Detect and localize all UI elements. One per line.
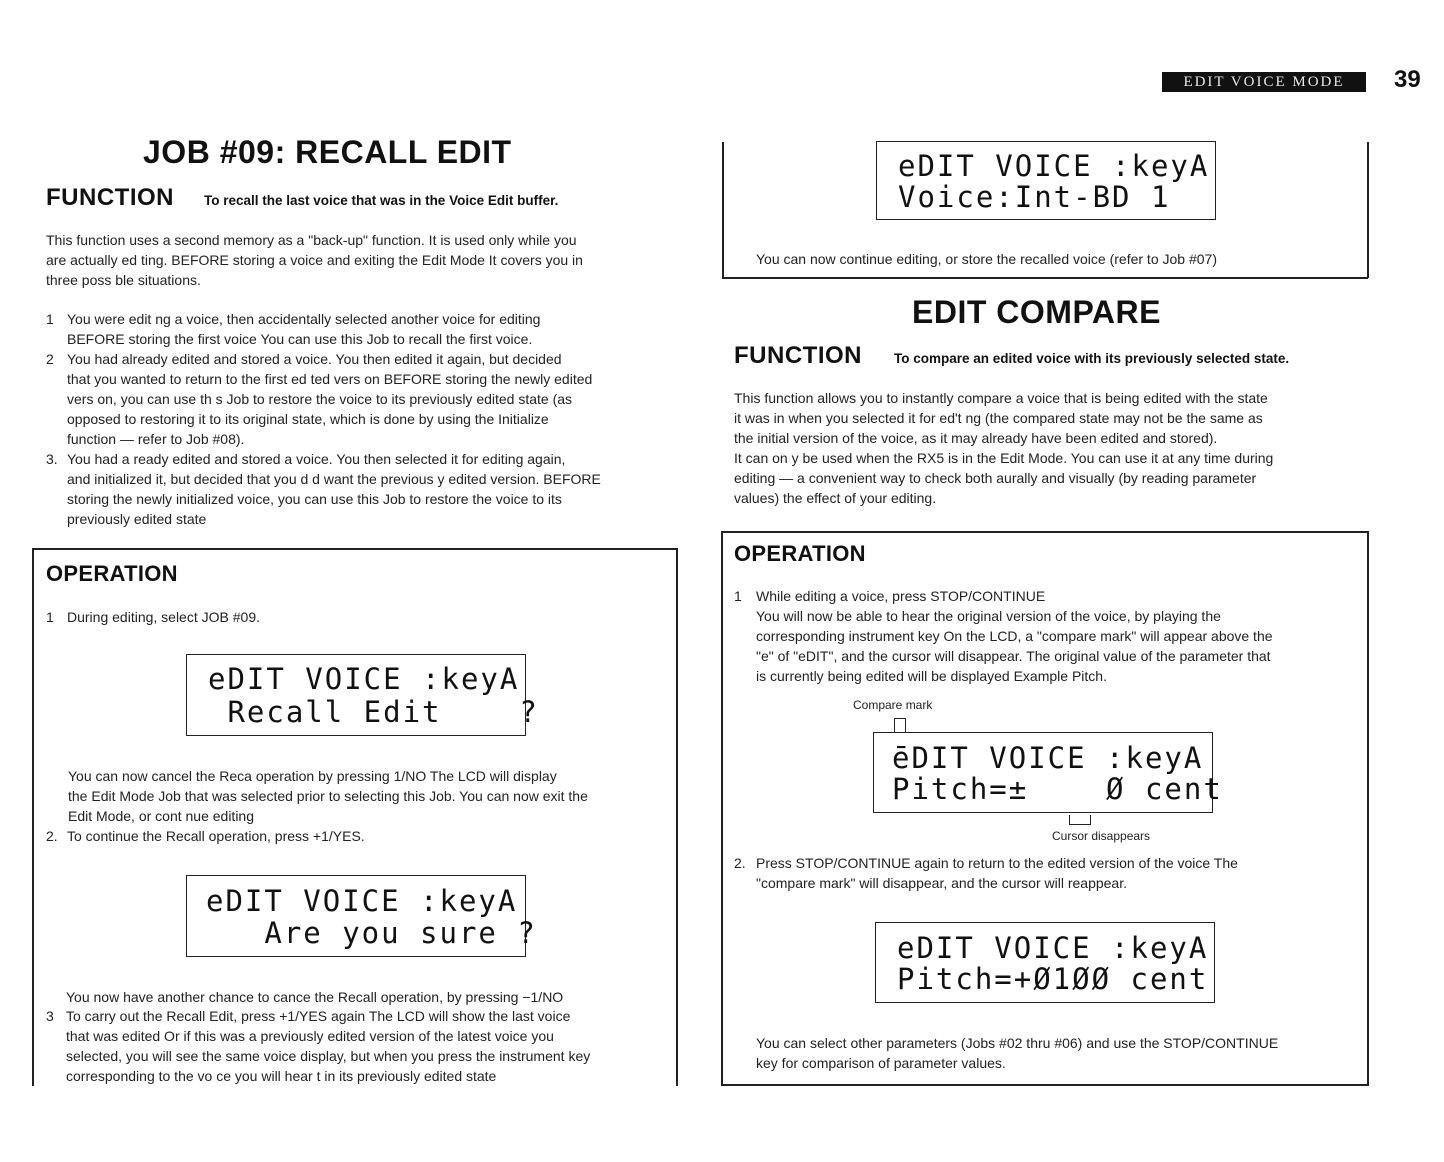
- text-line: three poss ble situations.: [46, 272, 201, 288]
- top-box-right-border: [1367, 142, 1369, 278]
- text-line: It can on y be used when the RX5 is in the Edit Mode. You can use it at any time during: [734, 450, 1274, 466]
- operation-box-bottom-border: [721, 1084, 1369, 1086]
- text-line: the initial version of the voice, as it may already have been edited and stored).: [734, 430, 1218, 446]
- operation-box-left-border: [32, 548, 34, 1086]
- text-line: corresponding instrument key On the LCD, a "compare mark" will appear above the: [756, 628, 1273, 644]
- step-note: [68, 766, 588, 826]
- text-line: values) the effect of your editing.: [734, 490, 937, 506]
- compare-mark-label: Compare mark: [853, 698, 933, 712]
- operation-box-left-border: [721, 531, 723, 1085]
- operation-box-right-border: [1367, 531, 1369, 1085]
- text-line: You had a ready edited and stored a voice. You then selected it for editing again,: [67, 451, 566, 467]
- function-description: To recall the last voice that was in the Voice Edit buffer.: [204, 193, 559, 208]
- lcd-display: [876, 141, 1216, 220]
- text-line: vers on, you can use th s Job to restore the voice to its previously edited state (as: [67, 391, 573, 407]
- text-line: Press STOP/CONTINUE again to return to the edited version of the voice The: [756, 855, 1238, 871]
- closing-note: [756, 1033, 1278, 1073]
- text-line: You can select other parameters (Jobs #02 thru #06) and use the STOP/CONTINUE: [756, 1035, 1279, 1051]
- top-note: [756, 249, 1217, 269]
- operation-step: [734, 586, 1273, 686]
- text-line: This function allows you to instantly compare a voice that is being edited with the state: [734, 390, 1268, 406]
- text-line: is currently being edited will be displayed Example Pitch.: [756, 668, 1107, 684]
- text-line: You had already edited and stored a voice. You then edited it again, but decided: [67, 351, 562, 367]
- text-line: "compare mark" will disappear, and the cursor will reappear.: [756, 875, 1127, 891]
- list-number: 3.: [46, 451, 58, 467]
- text-line: that you wanted to return to the first ed ted vers on BEFORE storing the newly edited: [67, 371, 593, 387]
- lcd-line-1: eDIT VOICE :keyA: [898, 149, 1210, 183]
- text-line: that was edited Or if this was a previously edited version of the latest voice you: [66, 1028, 554, 1044]
- text-line: corresponding to the vo ce you will hear t in its previously edited state: [66, 1068, 497, 1084]
- text-line: To continue the Recall operation, press +1/YES.: [67, 828, 365, 844]
- list-item: [46, 449, 601, 529]
- text-line: During editing, select JOB #09.: [67, 609, 260, 625]
- list-item: [46, 349, 592, 449]
- operation-heading: OPERATION: [734, 541, 866, 566]
- operation-box-top-border: [721, 531, 1369, 533]
- step-number: 3: [46, 1008, 54, 1024]
- text-line: the Edit Mode Job that was selected prior to selecting this Job. You can now exit the: [68, 788, 588, 804]
- page-number: 39: [1394, 66, 1421, 93]
- text-line: You were edit ng a voice, then accidentally selected another voice for editing: [67, 311, 541, 327]
- text-line: it was in when you selected it for ed't ng (the compared state may not be the same as: [734, 410, 1263, 426]
- cursor-disappears-label: Cursor disappears: [1052, 829, 1151, 843]
- text-line: key for comparison of parameter values.: [756, 1055, 1006, 1071]
- text-line: Edit Mode, or cont nue editing: [68, 808, 255, 824]
- text-line: This function uses a second memory as a "back-up" function. It is used only while you: [46, 232, 577, 248]
- operation-step: [46, 1006, 590, 1086]
- lcd-line-2: Pitch=± Ø cent: [892, 772, 1223, 806]
- text-line: "e" of "eDIT", and the cursor will disappear. The original value of the parameter that: [756, 648, 1271, 664]
- text-line: You can now cancel the Reca operation by pressing 1/NO The LCD will display: [68, 768, 557, 784]
- section-header-bar: EDIT VOICE MODE: [1162, 72, 1366, 92]
- text-line: function — refer to Job #08).: [67, 431, 245, 447]
- text-line: and initialized it, but decided that you d d want the previous y edited version. BEFORE: [67, 471, 601, 487]
- function-label: FUNCTION: [734, 342, 862, 369]
- operation-box-top-border: [32, 548, 678, 550]
- lcd-display: [875, 922, 1215, 1003]
- text-line: To carry out the Recall Edit, press +1/YES again The LCD will show the last voice: [66, 1008, 571, 1024]
- step-number: 1: [734, 588, 742, 604]
- text-line: storing the newly initialized voice, you can use this Job to restore the voice to its: [67, 491, 562, 507]
- intro-paragraph: [734, 388, 1273, 508]
- section-title: EDIT COMPARE: [912, 294, 1161, 330]
- text-line: selected, you will see the same voice display, but when you press the instrument key: [66, 1048, 591, 1064]
- step-note: [66, 987, 563, 1007]
- text-line: You now have another chance to cance the Recall operation, by pressing −1/NO: [66, 989, 564, 1005]
- top-box-bottom-border: [722, 277, 1368, 279]
- lcd-line-1: eDIT VOICE :keyA: [897, 931, 1209, 965]
- text-line: editing — a convenient way to check both aurally and visually (by reading parameter: [734, 470, 1257, 486]
- lcd-display: [186, 875, 537, 957]
- text-line: are actually ed ting. BEFORE storing a voice and exiting the Edit Mode It covers you in: [46, 252, 583, 268]
- lcd-line-2: Recall Edit ?: [208, 695, 539, 729]
- operation-step: [734, 853, 1238, 893]
- text-line: opposed to restoring it to its original state, which is done by using the Initialize: [67, 411, 549, 427]
- lcd-line-2: Are you sure ?: [206, 916, 537, 950]
- compare-mark-pointer: [894, 718, 906, 732]
- text-line: previously edited state: [67, 511, 207, 527]
- step-number: 2.: [734, 855, 746, 871]
- operation-step: [46, 607, 260, 627]
- operation-heading: OPERATION: [46, 561, 178, 586]
- intro-paragraph: [46, 230, 583, 290]
- lcd-line-1: eDIT VOICE :keyA: [208, 662, 520, 696]
- text-line: You will now be able to hear the original version of the voice, by playing the: [756, 608, 1221, 624]
- text-line: BEFORE storing the first voice You can use this Job to recall the first voice.: [67, 331, 533, 347]
- function-description: To compare an edited voice with its previously selected state.: [894, 351, 1290, 366]
- step-number: 1: [46, 609, 54, 625]
- list-number: 2: [46, 351, 54, 367]
- operation-box-right-border: [676, 548, 678, 1086]
- lcd-display: [873, 732, 1223, 813]
- job-title: JOB #09: RECALL EDIT: [143, 134, 512, 170]
- lcd-line-2: Pitch=+Ø1ØØ cent: [897, 962, 1209, 996]
- list-number: 1: [46, 311, 54, 327]
- top-box-left-border: [722, 142, 724, 278]
- lcd-line-2: Voice:Int-BD 1: [898, 180, 1171, 214]
- text-line: You can now continue editing, or store the recalled voice (refer to Job #07): [756, 251, 1217, 267]
- function-label: FUNCTION: [46, 184, 174, 211]
- list-item: [46, 309, 540, 349]
- text-line: While editing a voice, press STOP/CONTINUE: [756, 588, 1046, 604]
- lcd-display: [186, 654, 539, 736]
- cursor-pointer: [1069, 815, 1091, 825]
- lcd-line-1: ēDIT VOICE :keyA: [892, 741, 1204, 775]
- operation-step: [46, 826, 365, 846]
- lcd-line-1: eDIT VOICE :keyA: [206, 884, 518, 918]
- step-number: 2.: [46, 828, 58, 844]
